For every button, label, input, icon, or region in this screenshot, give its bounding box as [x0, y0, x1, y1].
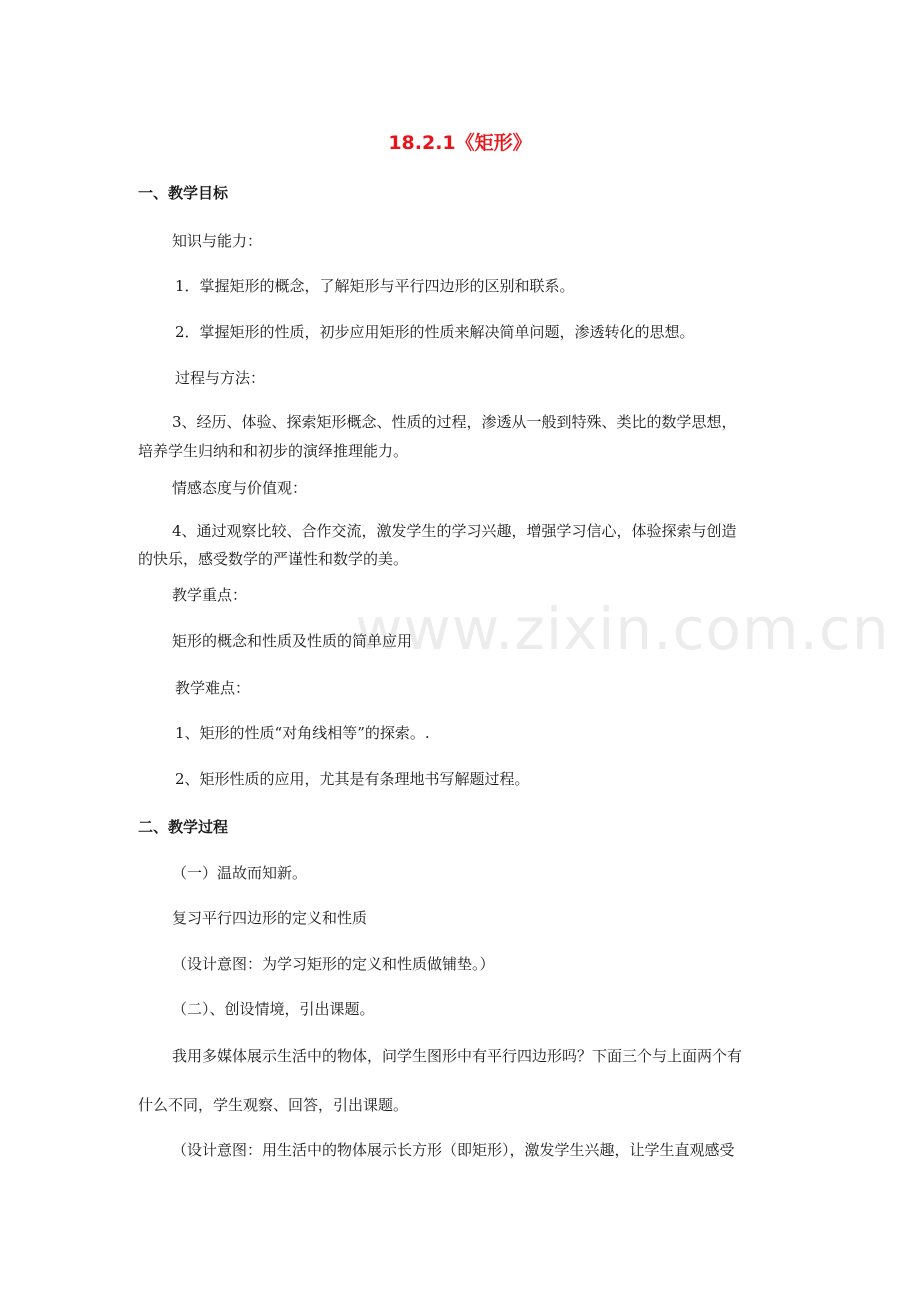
step2-label: （二）、创设情境，引出课题。: [172, 1000, 375, 1018]
emotion-item-line2: 的快乐，感受数学的严谨性和数学的美。: [138, 550, 409, 568]
process-item-line2: 培养学生归纳和和初步的演绎推理能力。: [138, 442, 409, 460]
watermark: www.zixin.com.cn: [355, 595, 890, 663]
emotion-item-line1: 4、通过观察比较、合作交流，激发学生的学习兴趣，增强学习信心，体验探索与创造: [172, 522, 737, 540]
process-label: 过程与方法：: [175, 369, 266, 387]
key-label: 教学重点：: [172, 586, 248, 604]
key-item: 矩形的概念和性质及性质的简单应用: [172, 632, 413, 650]
emotion-label: 情感态度与价值观：: [172, 479, 308, 497]
step1-intent: （设计意图：为学习矩形的定义和性质做铺垫。）: [172, 955, 495, 973]
difficulty-label: 教学难点：: [175, 679, 251, 697]
section-heading-goals: 一、教学目标: [138, 184, 229, 202]
difficulty-item-2: 2、矩形性质的应用，尤其是有条理地书写解题过程。: [175, 770, 530, 788]
process-item-line1: 3、经历、体验、探索矩形概念、性质的过程，渗透从一般到特殊、类比的数学思想，: [172, 413, 737, 431]
document-title: 18.2.1《矩形》: [388, 132, 532, 154]
knowledge-item-2: 2．掌握矩形的性质，初步应用矩形的性质来解决简单问题，渗透转化的思想。: [175, 323, 695, 341]
knowledge-item-1: 1．掌握矩形的概念，了解矩形与平行四边形的区别和联系。: [175, 277, 575, 295]
knowledge-label: 知识与能力：: [172, 232, 263, 250]
step1-text: 复习平行四边形的定义和性质: [172, 909, 368, 927]
step2-intent: （设计意图：用生活中的物体展示长方形（即矩形），激发学生兴趣，让学生直观感受: [172, 1141, 735, 1159]
section-heading-process: 二、教学过程: [138, 818, 229, 836]
step1-label: （一）温故而知新。: [172, 864, 308, 882]
step2-text-line2: 什么不同，学生观察、回答，引出课题。: [138, 1096, 409, 1114]
difficulty-item-1: 1、矩形的性质“对角线相等”的探索。.: [175, 724, 430, 742]
step2-text-line1: 我用多媒体展示生活中的物体，问学生图形中有平行四边形吗？下面三个与上面两个有: [172, 1047, 743, 1065]
